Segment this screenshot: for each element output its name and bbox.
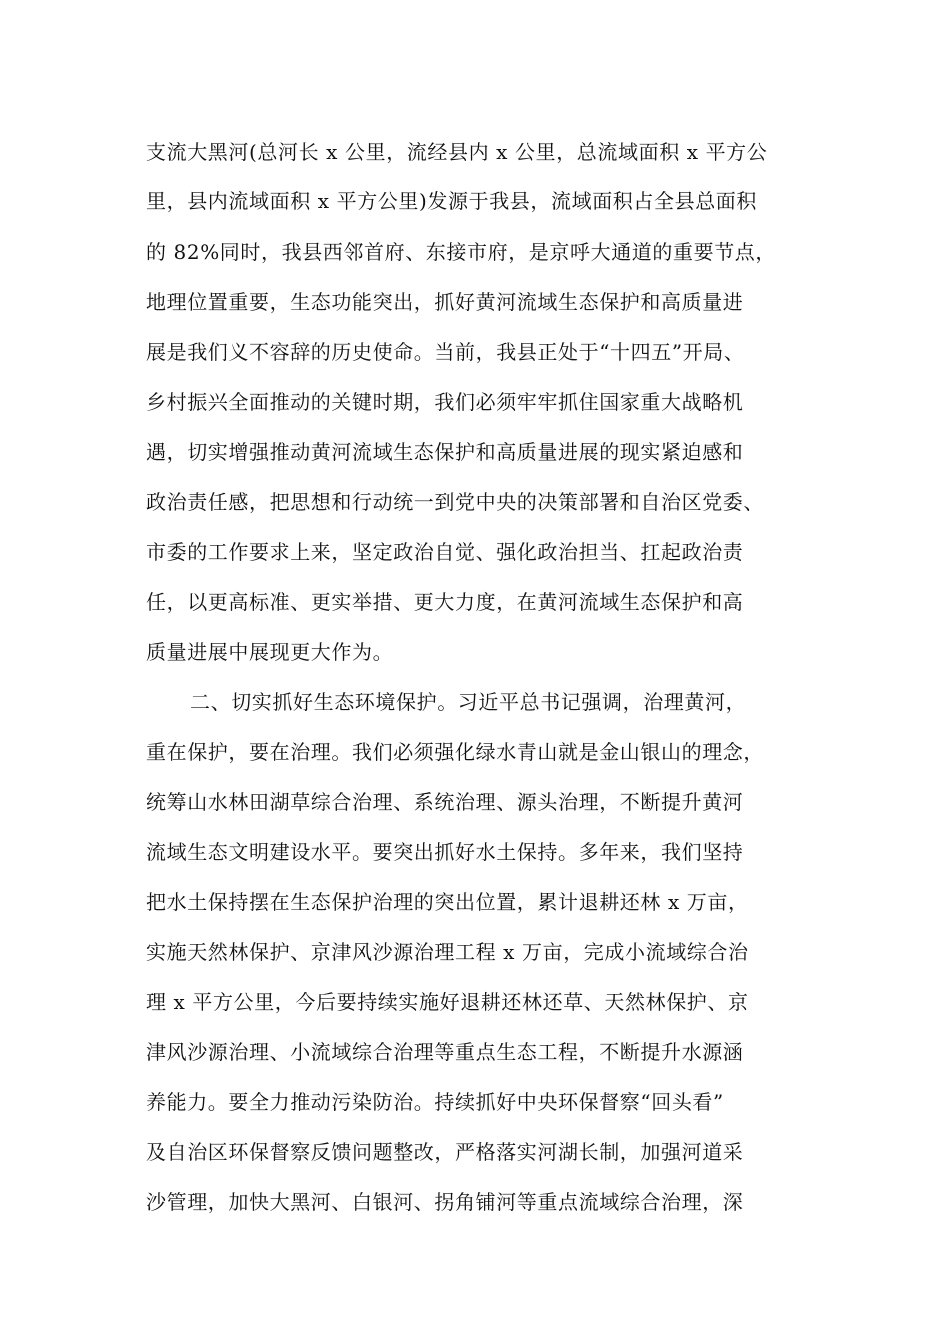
text-line: 流域生态文明建设水平。要突出抓好水土保持。多年来，我们坚持 xyxy=(146,840,744,864)
paragraph-heading-line: 二、切实抓好生态环境保护。习近平总书记强调，治理黄河， xyxy=(190,690,747,714)
text-line: 里，县内流域面积 x 平方公里)发源于我县，流域面积占全县总面积 xyxy=(146,189,757,213)
text-line: 遇，切实增强推动黄河流域生态保护和高质量进展的现实紧迫感和 xyxy=(146,440,744,464)
text-line: 理 x 平方公里，今后要持续实施好退耕还林还草、天然林保护、京 xyxy=(146,990,749,1014)
text-line: 沙管理，加快大黑河、白银河、拐角铺河等重点流域综合治理，深 xyxy=(146,1190,744,1214)
text-line: 把水土保持摆在生态保护治理的突出位置，累计退耕还林 x 万亩， xyxy=(146,890,749,914)
text-line: 的 82%同时，我县西邻首府、东接市府，是京呼大通道的重要节点， xyxy=(146,240,777,264)
text-line: 政治责任感，把思想和行动统一到党中央的决策部署和自治区党委、 xyxy=(146,490,764,514)
text-line: 养能力。要全力推动污染防治。持续抓好中央环保督察“回头看” xyxy=(146,1090,724,1114)
text-line: 地理位置重要，生态功能突出，抓好黄河流域生态保护和高质量进 xyxy=(146,290,744,314)
text-line: 津风沙源治理、小流域综合治理等重点生态工程，不断提升水源涵 xyxy=(146,1040,744,1064)
text-line: 实施天然林保护、京津风沙源治理工程 x 万亩，完成小流域综合治 xyxy=(146,940,749,964)
text-line: 任，以更高标准、更实举措、更大力度，在黄河流域生态保护和高 xyxy=(146,590,744,614)
text-line: 统筹山水林田湖草综合治理、系统治理、源头治理，不断提升黄河 xyxy=(146,790,744,814)
text-line: 展是我们义不容辞的历史使命。当前，我县正处于“十四五”开局、 xyxy=(146,340,745,364)
text-line: 及自治区环保督察反馈问题整改，严格落实河湖长制，加强河道采 xyxy=(146,1140,744,1164)
text-line: 质量进展中展现更大作为。 xyxy=(146,640,394,664)
text-line: 支流大黑河(总河长 x 公里，流经县内 x 公里，总流域面积 x 平方公 xyxy=(146,140,768,164)
text-line: 重在保护，要在治理。我们必须强化绿水青山就是金山银山的理念， xyxy=(146,740,764,764)
text-line: 乡村振兴全面推动的关键时期，我们必须牢牢抓住国家重大战略机 xyxy=(146,390,744,414)
text-line: 市委的工作要求上来，坚定政治自觉、强化政治担当、扛起政治责 xyxy=(146,540,744,564)
